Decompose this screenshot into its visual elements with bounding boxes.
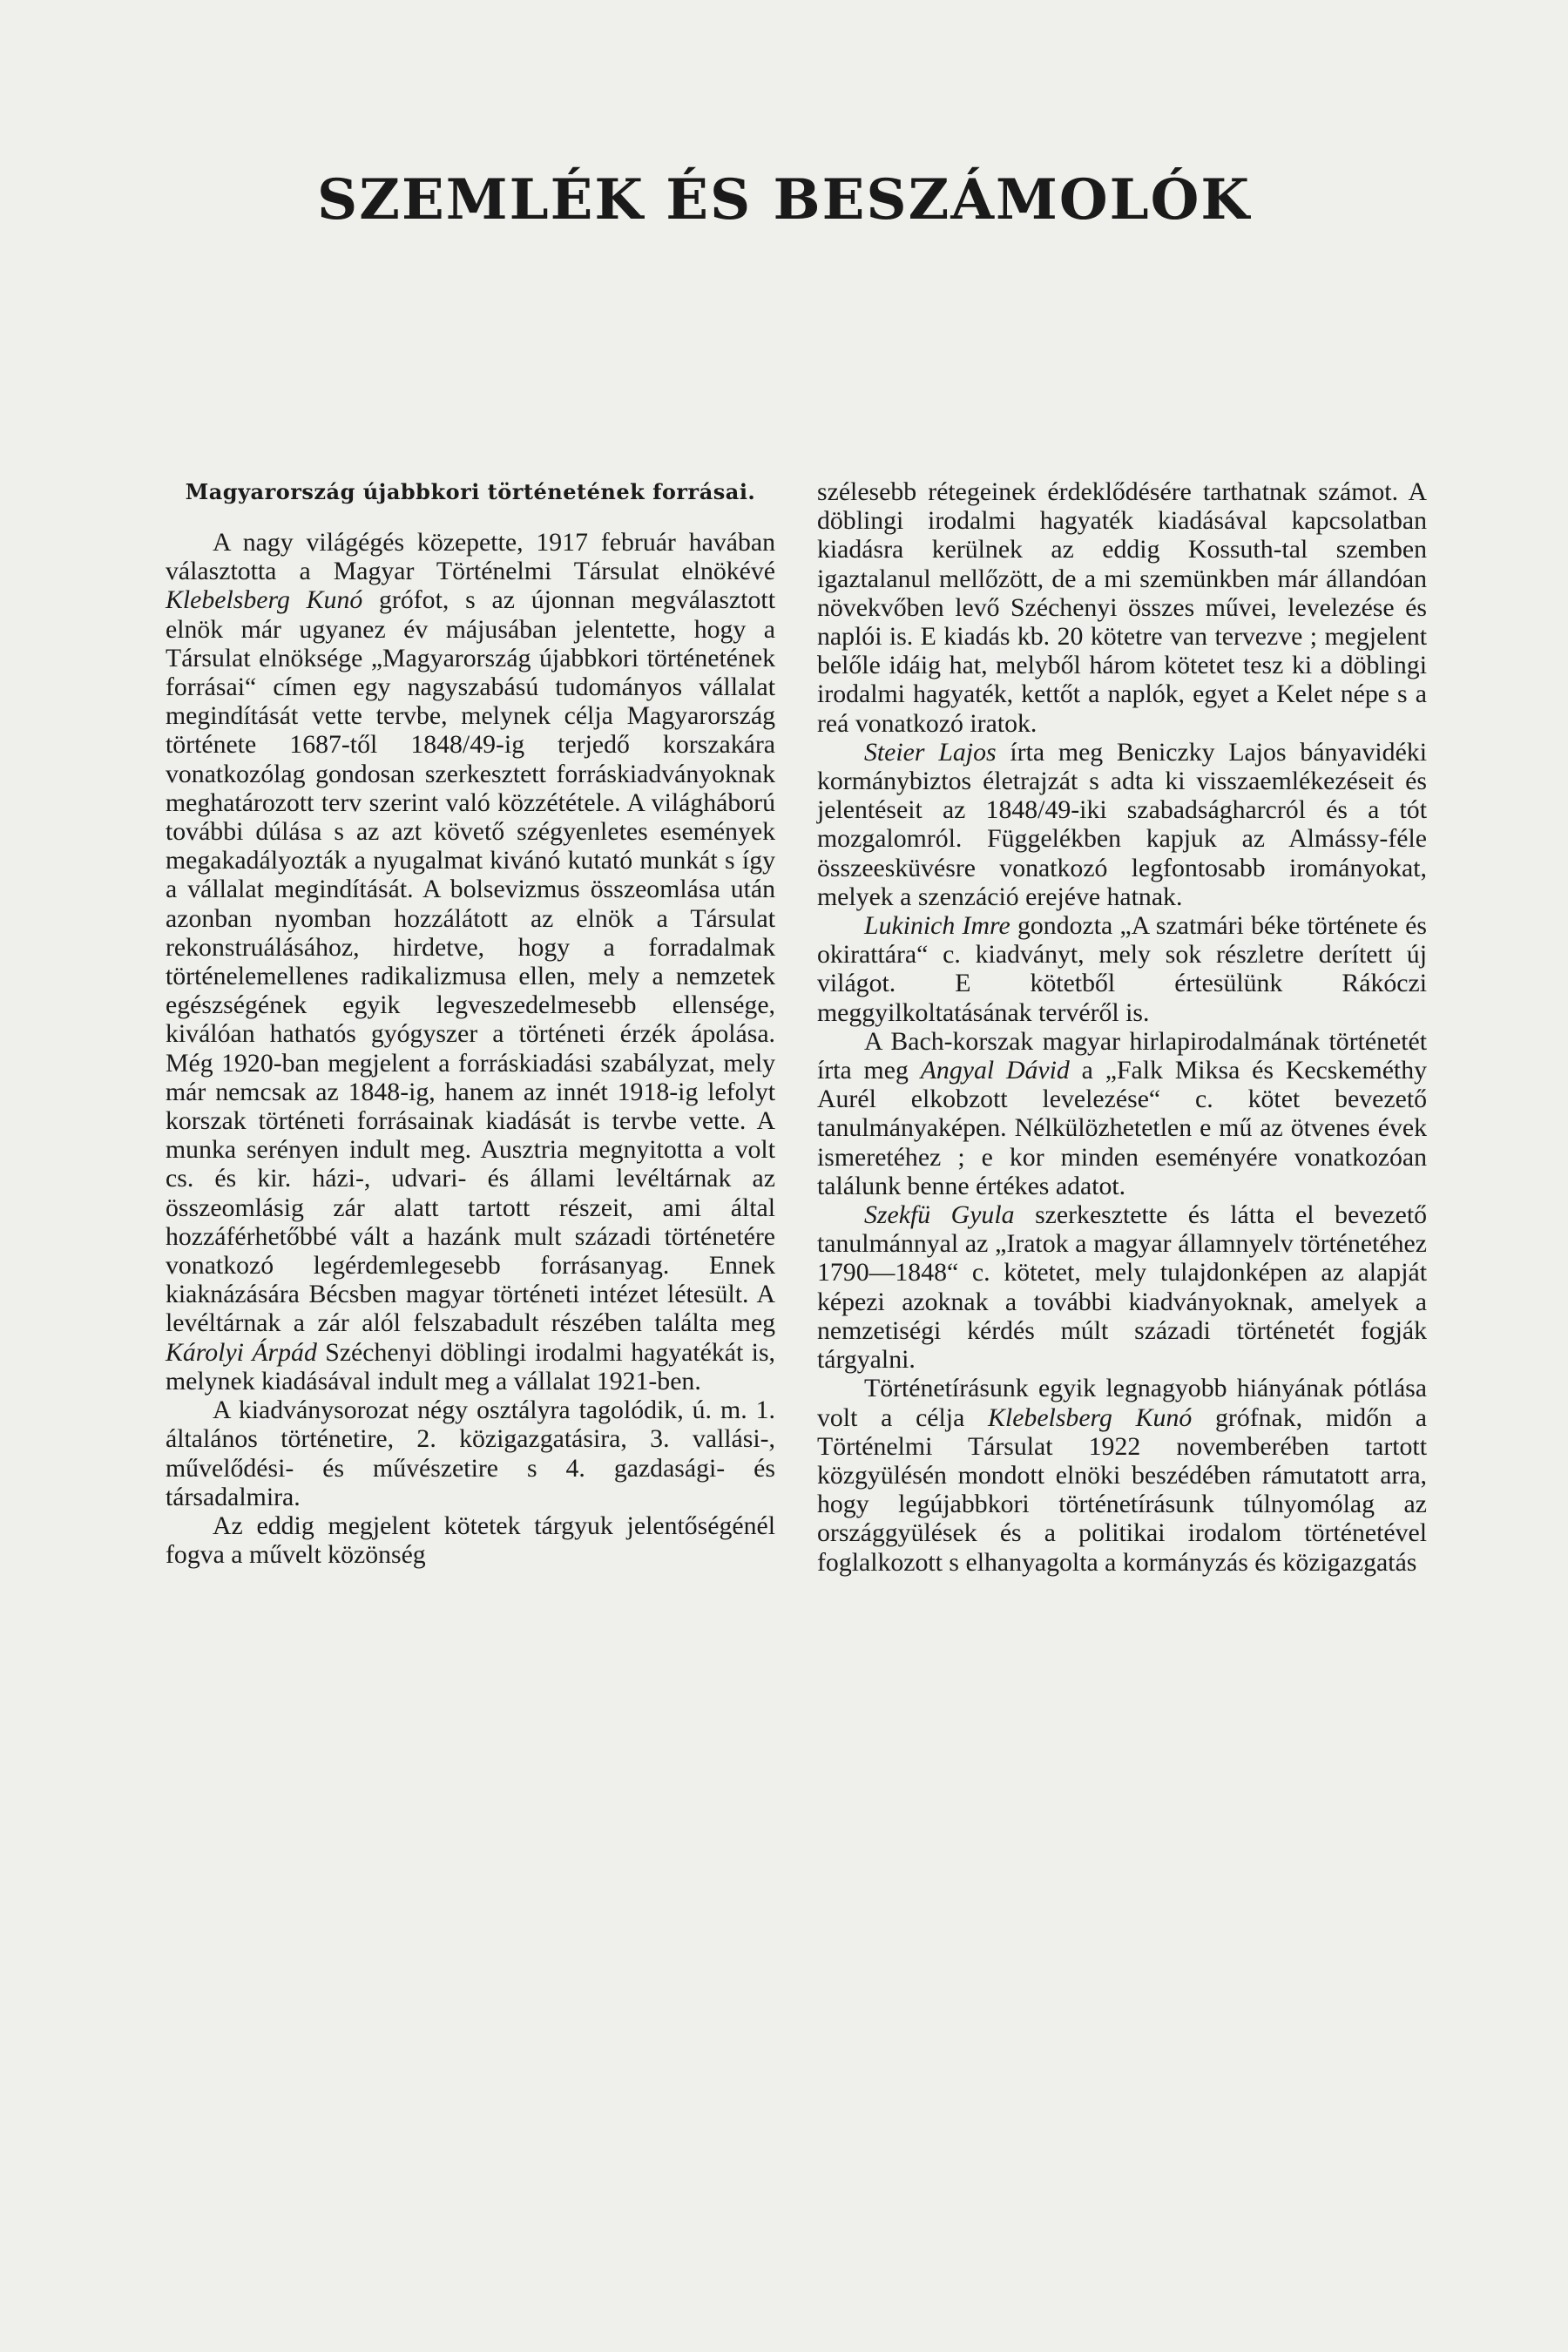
paragraph: Steier Lajos írta meg Beniczky Lajos bányavidéki kormánybiztos életrajzát s adta ki visszaemlékezéseit és jelentéseit az 1848/49-iki szabadságharcról és a tót mozgalomról. Függelékben kapjuk az Almássy-féle összeesküvésre vonatkozó legfontosabb irományokat, melyek a szenzáció erejéve hatnak. bbox=[817, 737, 1427, 911]
paragraph: A nagy világégés közepette, 1917 február havában választotta a Magyar Történelmi Társulat elnökévé Klebelsberg Kunó grófot, s az újonnan megválasztott elnök már ugyanez év májusában jelentette, hogy a Társulat elnöksége „Magyarország újabbkori történetének forrásai“ címen egy nagyszabású tudományos vállalat megindítását vette tervbe, melynek célja Magyarország története 1687-től 1848/49-ig terjedő korszakára vonatkozólag gondosan szerkesztett forráskiadványoknak meghatározott terv szerint való közzététele. A világháború további dúlása s az azt követő szégyenletes események megakadályozták a nyugalmat kivánó kutató munkát s így a vállalat megindítását. A bolsevizmus összeomlása után azonban nyomban hozzálátott az elnök a Társulat rekonstruálásához, hirdetve, hogy a forradalmak történelemellenes radikalizmusa ellen, mely a nemzetek egészségének egyik legveszedelmesebb ellensége, kiválóan hathatós gyógyszer a történeti érzék ápolása. Még 1920-ban megjelent a forráskiadási szabályzat, mely már nemcsak az 1848-ig, hanem az innét 1918-ig lefolyt korszak történeti forrásainak kiadását is tervbe vette. A munka serényen indult meg. Ausztria megnyitotta a volt cs. és kir. házi-, udvari- és állami levéltárnak az összeomlásig zár alatt tartott részeit, ami által hozzáférhetőbbé vált a hazánk mult századi történetére vonatkozó legérdemlegesebb forrásanyag. Ennek kiaknázására Bécsben magyar történeti intézet létesült. A levéltárnak a zár alól felszabadult részében találta meg Károlyi Árpád Széchenyi döblingi irodalmi hagyatékát is, melynek kiadásával indult meg a vállalat 1921-ben. bbox=[166, 528, 775, 1396]
paragraph: A kiadványsorozat négy osztályra tagolódik, ú. m. 1. általános történetire, 2. közigazgatásira, 3. vallási-, művelődési- és művészetire s 4. gazdasági- és társadalmira. bbox=[166, 1396, 775, 1511]
paragraph: A Bach-korszak magyar hirlapirodalmának történetét írta meg Angyal Dávid a „Falk Miksa és Kecskeméthy Aurél elkobzott levelezése“ c. kötet bevezető tanulmányaképen. Nélkülözhetetlen e mű az ötvenes évek ismeretéhez ; e kor minden eseményére vonatkozóan találunk benne értékes adatot. bbox=[817, 1026, 1428, 1200]
paragraph: Történetírásunk egyik legnagyobb hiányának pótlása volt a célja Klebelsberg Kunó grófnak, midőn a Történelmi Társulat 1922 novemberében tartott közgyülésén mondott elnöki beszédében rámutatott arra, hogy legújabbkori történetírásunk túlnyomólag az országgyülések és a politikai irodalom történetével foglalkozott s elhanyagolta a kormányzás és közigazgatás bbox=[817, 1374, 1427, 1577]
page-title: SZEMLÉK ÉS BESZÁMOLÓK bbox=[317, 167, 1251, 233]
paragraph: Lukinich Imre gondozta „A szatmári béke története és okirattára“ c. kiadványt, mely sok részletre derített új világot. E kötetből értesülünk Rákóczi meggyilkoltatásának tervéről is. bbox=[817, 911, 1427, 1027]
author-name: Klebelsberg Kunó bbox=[166, 585, 363, 615]
article-title: Magyarország újabbkori történetének forrásai. bbox=[185, 479, 756, 504]
paragraph: Az eddig megjelent kötetek tárgyuk jelentőségénél fogva a művelt közönség bbox=[166, 1511, 775, 1570]
author-name: Károlyi Árpád bbox=[166, 1337, 317, 1367]
author-name: Steier Lajos bbox=[864, 737, 997, 767]
paragraph: Szekfü Gyula szerkesztette és látta el bevezető tanulmánnyal az „Iratok a magyar államnyelv történetéhez 1790—1848“ c. kötetet, mely tulajdonképen az alapját képezi azoknak a további kiadványoknak, amelyek a nemzetiségi kérdés múlt századi történetét fogják tárgyalni. bbox=[817, 1200, 1428, 1375]
right-column bbox=[817, 477, 1427, 1577]
author-name: Angyal Dávid bbox=[920, 1056, 1070, 1085]
author-name: Szekfü Gyula bbox=[864, 1200, 1015, 1230]
left-column bbox=[166, 477, 775, 1569]
paragraph: szélesebb rétegeinek érdeklődésére tarthatnak számot. A döblingi irodalmi hagyaték kiadásával kapcsolatban kiadásra kerülnek az eddig Kossuth-tal szemben igaztalanul mellőzött, de a mi szemünkben már állandóan növekvőben levő Széchenyi összes művei, levelezése és naplói is. E kiadás kb. 20 kötetre van tervezve ; megjelent belőle idáig hat, melyből három kötetet tesz ki a döblingi irodalmi hagyaték, kettőt a naplók, egyet a Kelet népe s a reá vonatkozó iratok. bbox=[817, 477, 1427, 738]
author-name: Lukinich Imre bbox=[864, 911, 1010, 941]
author-name: Klebelsberg Kunó bbox=[988, 1402, 1193, 1432]
